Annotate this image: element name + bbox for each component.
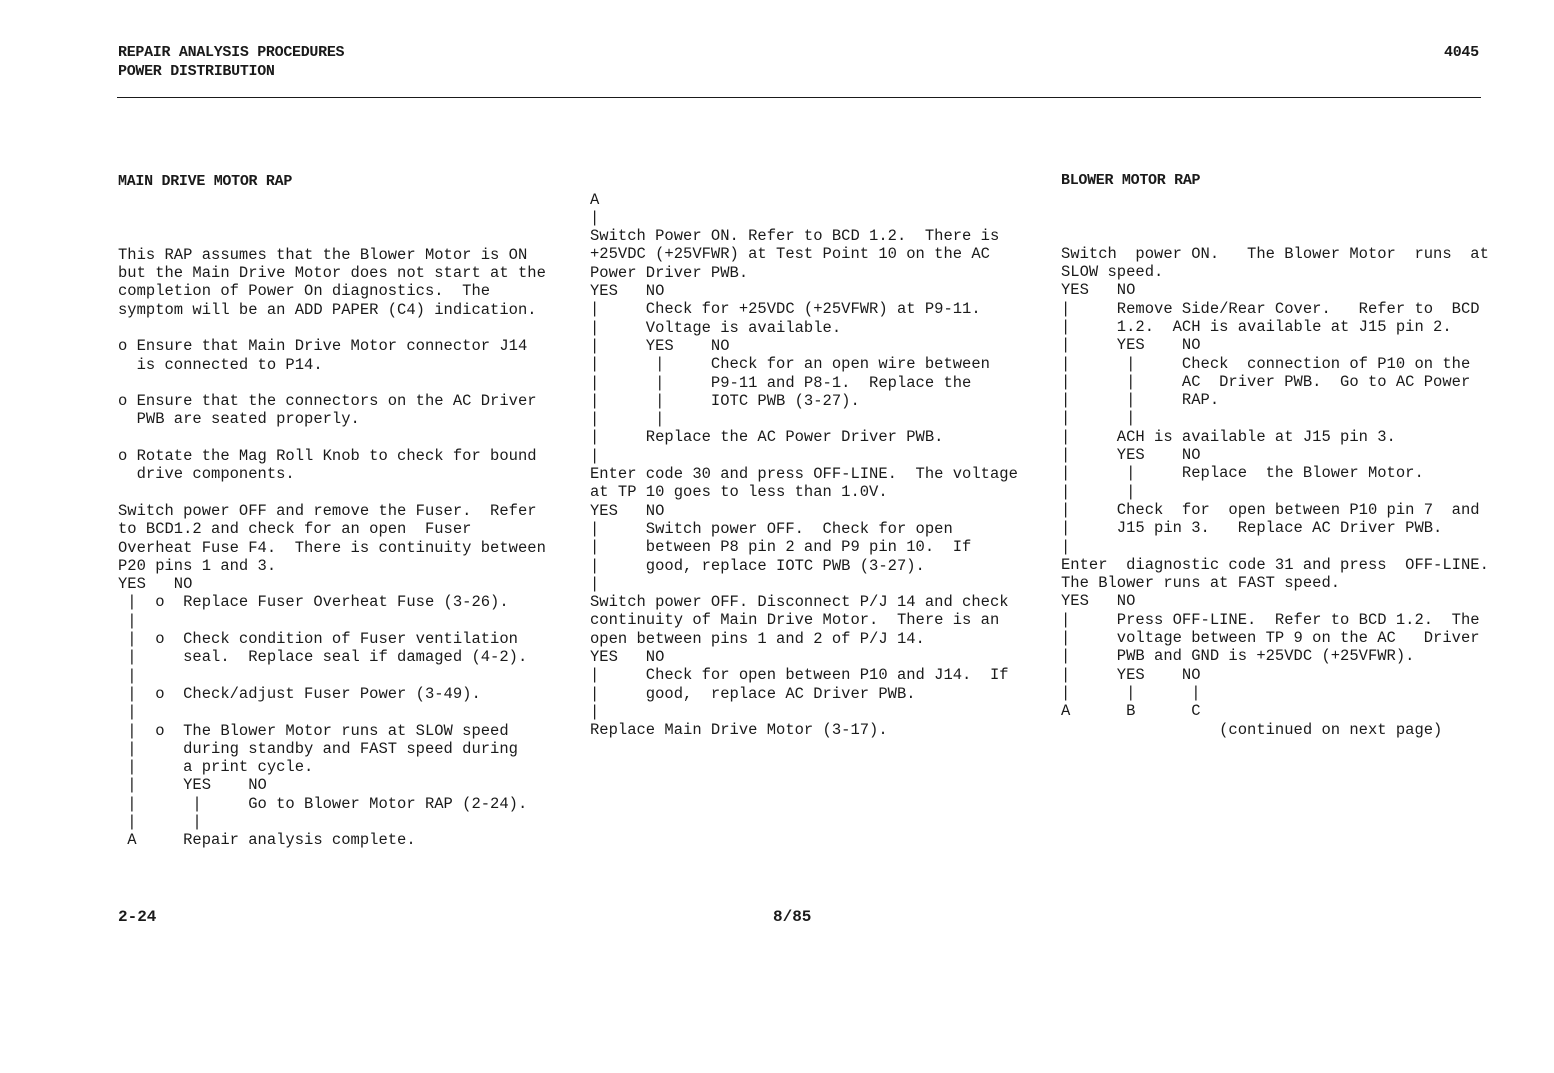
col2-text-line: YES NO: [590, 648, 665, 667]
col2-text-line: |: [590, 702, 600, 721]
col3-text-line: | Check for open between P10 pin 7 and: [1061, 500, 1480, 519]
col3-text-line: | PWB and GND is +25VDC (+25VFWR).: [1061, 647, 1415, 666]
col1-text-line: | | Go to Blower Motor RAP (2-24).: [118, 794, 528, 813]
col1-text-line: P20 pins 1 and 3.: [118, 556, 277, 575]
main-drive-motor-rap-column: [118, 136, 546, 868]
col2-text-line: | | Check for an open wire between: [590, 355, 990, 374]
col1-text-line: | a print cycle.: [118, 758, 314, 777]
col3-text-line: | voltage between TP 9 on the AC Driver: [1061, 629, 1480, 648]
col2-text-line: YES NO: [590, 282, 665, 301]
col1-text-line: |: [118, 611, 137, 630]
power-check-body: [590, 191, 1018, 740]
col1-text-line: PWB are seated properly.: [118, 410, 360, 429]
subsection-title: POWER DISTRIBUTION: [118, 63, 275, 80]
col1-text-line: drive components.: [118, 465, 295, 484]
col1-text-line: [118, 319, 546, 337]
col2-text-line: | Check for +25VDC (+25VFWR) at P9-11.: [590, 300, 981, 319]
col2-text-line: YES NO: [590, 501, 665, 520]
col1-text-line: is connected to P14.: [118, 355, 323, 374]
col3-text-line: YES NO: [1061, 281, 1136, 300]
col3-text-line: [1061, 226, 1489, 244]
col2-text-line: Switch power OFF. Disconnect P/J 14 and check: [590, 593, 1009, 612]
blower-motor-rap-body: [1061, 226, 1489, 738]
col1-text-line: to BCD1.2 and check for an open Fuser: [118, 520, 472, 539]
col1-text-line: o Ensure that the connectors on the AC Driver: [118, 392, 537, 411]
col3-text-line: (continued on next page): [1061, 720, 1443, 739]
main-drive-motor-rap-body: [118, 227, 546, 849]
col2-text-line: Switch Power ON. Refer to BCD 1.2. There is: [590, 227, 1000, 246]
col1-text-line: [118, 429, 546, 447]
main-drive-motor-rap-title: MAIN DRIVE MOTOR RAP: [118, 172, 293, 190]
col3-text-line: | Remove Side/Rear Cover. Refer to BCD: [1061, 299, 1480, 318]
blower-motor-rap-column: [1061, 135, 1489, 757]
col1-text-line: |: [118, 703, 137, 722]
col2-text-line: A: [590, 190, 600, 209]
col2-text-line: | YES NO: [590, 336, 730, 355]
col3-text-line: | | AC Driver PWB. Go to AC Power: [1061, 372, 1471, 391]
blower-motor-rap-title: BLOWER MOTOR RAP: [1061, 171, 1201, 189]
col2-text-line: | | P9-11 and P8-1. Replace the: [590, 373, 972, 392]
col2-text-line: continuity of Main Drive Motor. There is an: [590, 611, 1000, 630]
col3-text-line: | |: [1061, 482, 1136, 501]
col2-text-line: |: [590, 208, 600, 227]
col1-text-line: This RAP assumes that the Blower Motor is ON: [118, 245, 528, 264]
col3-text-line: | Press OFF-LINE. Refer to BCD 1.2. The: [1061, 610, 1480, 629]
col2-text-line: Power Driver PWB.: [590, 263, 749, 282]
col3-text-line: | | |: [1061, 683, 1201, 702]
col2-text-line: | Check for open between P10 and J14. If: [590, 666, 1009, 685]
col3-text-line: | YES NO: [1061, 665, 1201, 684]
col3-text-line: | YES NO: [1061, 446, 1201, 465]
col1-text-line: A Repair analysis complete.: [118, 831, 416, 850]
col1-text-line: o Ensure that Main Drive Motor connector J14: [118, 337, 528, 356]
col3-text-line: | 1.2. ACH is available at J15 pin 2.: [1061, 317, 1452, 336]
col1-text-line: | o Check condition of Fuser ventilation: [118, 630, 518, 649]
col1-text-line: but the Main Drive Motor does not start at the: [118, 264, 546, 283]
col3-text-line: The Blower runs at FAST speed.: [1061, 574, 1341, 593]
col1-text-line: symptom will be an ADD PAPER (C4) indication.: [118, 300, 537, 319]
col2-text-line: | between P8 pin 2 and P9 pin 10. If: [590, 538, 972, 557]
col2-text-line: |: [590, 574, 600, 593]
col3-text-line: SLOW speed.: [1061, 263, 1164, 282]
col2-text-line: open between pins 1 and 2 of P/J 14.: [590, 629, 925, 648]
page-number: 2-24: [118, 908, 157, 926]
col1-text-line: [118, 227, 546, 245]
col3-text-line: Switch power ON. The Blower Motor runs at: [1061, 244, 1489, 263]
col1-text-line: [118, 484, 546, 502]
model-number: 4045: [1444, 44, 1479, 61]
col1-text-line: Switch power OFF and remove the Fuser. Refer: [118, 501, 537, 520]
col3-text-line: |: [1061, 537, 1071, 556]
col3-text-line: | J15 pin 3. Replace AC Driver PWB.: [1061, 519, 1443, 538]
col2-text-line: | Switch power OFF. Check for open: [590, 519, 953, 538]
col2-text-line: Replace Main Drive Motor (3-17).: [590, 721, 888, 740]
col1-text-line: | o Check/adjust Fuser Power (3-49).: [118, 684, 481, 703]
col1-text-line: o Rotate the Mag Roll Knob to check for bound: [118, 447, 537, 466]
col2-text-line: | good, replace IOTC PWB (3-27).: [590, 556, 925, 575]
col1-text-line: |: [118, 666, 137, 685]
col3-text-line: | |: [1061, 409, 1136, 428]
col1-text-line: | seal. Replace seal if damaged (4-2).: [118, 648, 528, 667]
col2-text-line: | |: [590, 410, 665, 429]
col1-text-line: [118, 374, 546, 392]
col2-text-line: | Replace the AC Power Driver PWB.: [590, 428, 944, 447]
col2-text-line: | good, replace AC Driver PWB.: [590, 684, 916, 703]
power-check-column: [590, 154, 1018, 758]
col3-text-line: | | Check connection of P10 on the: [1061, 354, 1471, 373]
col2-text-line: Enter code 30 and press OFF-LINE. The voltage: [590, 465, 1018, 484]
col1-text-line: | |: [118, 812, 202, 831]
col3-text-line: | ACH is available at J15 pin 3.: [1061, 427, 1396, 446]
col3-text-line: YES NO: [1061, 592, 1136, 611]
col3-text-line: | YES NO: [1061, 336, 1201, 355]
col3-text-line: A B C: [1061, 702, 1201, 721]
col3-text-line: Enter diagnostic code 31 and press OFF-LINE.: [1061, 555, 1489, 574]
header-divider: [117, 97, 1481, 98]
col1-text-line: | o Replace Fuser Overheat Fuse (3-26).: [118, 593, 509, 612]
col1-text-line: YES NO: [118, 575, 193, 594]
section-title: REPAIR ANALYSIS PROCEDURES: [118, 44, 345, 61]
col2-text-line: | | IOTC PWB (3-27).: [590, 391, 860, 410]
col3-text-line: | | RAP.: [1061, 391, 1220, 410]
col2-text-line: at TP 10 goes to less than 1.0V.: [590, 483, 888, 502]
col3-text-line: | | Replace the Blower Motor.: [1061, 464, 1424, 483]
col1-text-line: | during standby and FAST speed during: [118, 739, 518, 758]
col1-text-line: | YES NO: [118, 776, 267, 795]
col1-text-line: | o The Blower Motor runs at SLOW speed: [118, 721, 509, 740]
col2-text-line: +25VDC (+25VFWR) at Test Point 10 on the AC: [590, 245, 990, 264]
col1-text-line: completion of Power On diagnostics. The: [118, 282, 491, 301]
col1-text-line: Overheat Fuse F4. There is continuity between: [118, 538, 546, 557]
col2-text-line: | Voltage is available.: [590, 318, 842, 337]
col2-text-line: |: [590, 446, 600, 465]
revision-date: 8/85: [773, 908, 812, 926]
